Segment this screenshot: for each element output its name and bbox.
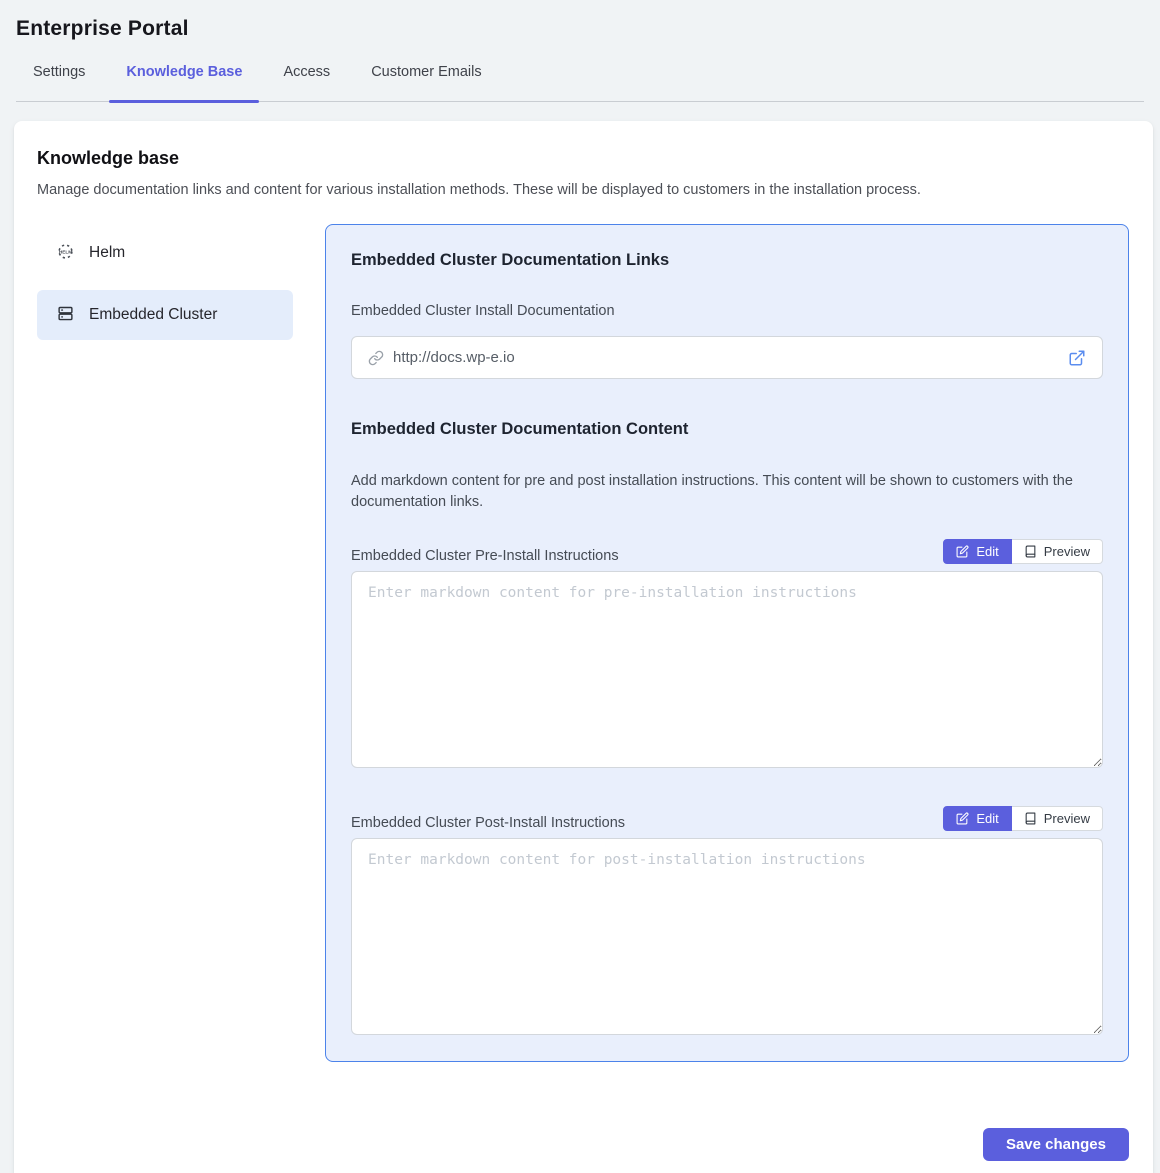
edit-button-label: Edit bbox=[976, 544, 999, 559]
post-install-edit-button[interactable] bbox=[943, 806, 1011, 831]
pre-install-label: Embedded Cluster Pre-Install Instructions bbox=[351, 548, 619, 564]
documentation-links-section bbox=[351, 250, 1103, 379]
sidebar-item-embedded-cluster[interactable] bbox=[37, 290, 293, 340]
install-doc-url-box bbox=[351, 336, 1103, 379]
pre-install-textarea[interactable] bbox=[351, 571, 1103, 768]
knowledge-base-card bbox=[14, 121, 1153, 1173]
page-title: Enterprise Portal bbox=[16, 17, 189, 40]
page-header bbox=[0, 0, 1160, 102]
tab-customer-emails[interactable]: Customer Emails bbox=[354, 65, 498, 101]
pre-install-preview-button[interactable] bbox=[1012, 539, 1103, 564]
tab-settings[interactable]: Settings bbox=[16, 65, 102, 101]
book-icon bbox=[1024, 812, 1037, 825]
embedded-cluster-panel bbox=[325, 224, 1129, 1062]
helm-icon bbox=[57, 243, 74, 263]
pre-install-mode-toggle bbox=[943, 539, 1103, 564]
post-install-label: Embedded Cluster Post-Install Instructions bbox=[351, 815, 626, 831]
section-subtitle: Manage documentation links and content for various installation methods. These will be displayed to customers in the installation process. bbox=[37, 182, 921, 198]
sidebar-item-helm[interactable] bbox=[37, 228, 293, 278]
sidebar-item-label: Helm bbox=[89, 244, 126, 261]
edit-pencil-icon bbox=[956, 545, 969, 558]
sidebar-item-label: Embedded Cluster bbox=[89, 306, 218, 323]
section-title: Knowledge base bbox=[37, 148, 180, 168]
server-stack-icon bbox=[57, 305, 74, 325]
svg-text:HELM: HELM bbox=[58, 249, 73, 255]
tab-access[interactable]: Access bbox=[266, 65, 347, 101]
book-icon bbox=[1024, 545, 1037, 558]
edit-pencil-icon bbox=[956, 812, 969, 825]
external-link-icon[interactable] bbox=[1068, 349, 1086, 367]
install-doc-label: Embedded Cluster Install Documentation bbox=[351, 303, 615, 319]
post-install-mode-toggle bbox=[943, 806, 1103, 831]
content-section-description: Add markdown content for pre and post installation instructions. This content will be shown to customers with the documentation links. bbox=[351, 473, 1073, 510]
documentation-content-section bbox=[351, 419, 1103, 1035]
content-section-heading: Embedded Cluster Documentation Content bbox=[351, 420, 689, 438]
preview-button-label: Preview bbox=[1043, 811, 1090, 826]
post-install-preview-button[interactable] bbox=[1012, 806, 1103, 831]
tab-knowledge-base[interactable]: Knowledge Base bbox=[109, 65, 259, 101]
links-section-heading: Embedded Cluster Documentation Links bbox=[351, 251, 670, 269]
install-doc-url-input[interactable] bbox=[393, 349, 1068, 366]
edit-button-label: Edit bbox=[976, 811, 999, 826]
install-method-sidebar bbox=[37, 224, 293, 352]
chain-link-icon bbox=[368, 350, 384, 366]
save-changes-button[interactable]: Save changes bbox=[983, 1128, 1129, 1161]
tab-bar bbox=[16, 65, 1144, 102]
pre-install-edit-button[interactable] bbox=[943, 539, 1011, 564]
post-install-textarea[interactable] bbox=[351, 838, 1103, 1035]
preview-button-label: Preview bbox=[1043, 544, 1090, 559]
